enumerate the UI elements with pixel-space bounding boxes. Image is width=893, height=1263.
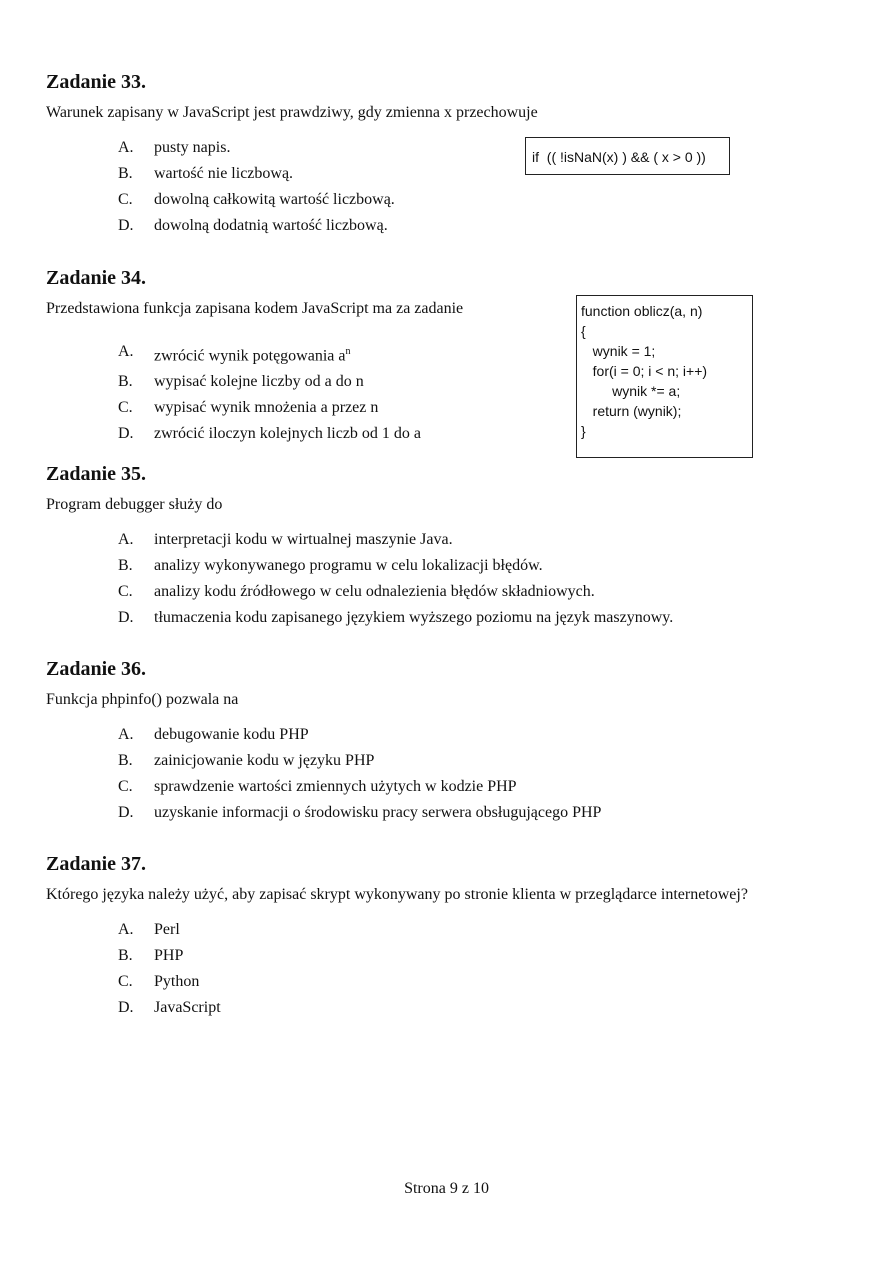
option-text: PHP	[154, 947, 184, 964]
option-text: debugowanie kodu PHP	[154, 726, 309, 743]
code-line: wynik *= a;	[581, 383, 681, 399]
option-text: wartość nie liczbową.	[154, 165, 294, 182]
option-text: pusty napis.	[154, 139, 231, 156]
option-text: zwrócić wynik potęgowania a	[154, 347, 346, 365]
option-letter: C.	[118, 973, 133, 990]
option-c	[46, 969, 836, 995]
option-letter: C.	[118, 778, 133, 795]
option-text: wypisać kolejne liczby od a do n	[154, 373, 364, 391]
option-b	[46, 943, 836, 969]
option-list	[46, 527, 836, 631]
option-text: analizy kodu źródłowego w celu odnalezienia błędów składniowych.	[154, 583, 595, 600]
code-line: return (wynik);	[581, 403, 682, 419]
task-question: Którego języka należy użyć, aby zapisać skrypt wykonywany po stronie klienta w przeglądarce internetowej?	[46, 886, 748, 903]
option-letter: C.	[118, 399, 133, 417]
task-question: Przedstawiona funkcja zapisana kodem JavaScript ma za zadanie	[46, 300, 464, 317]
task-36	[46, 657, 836, 826]
option-d	[46, 995, 836, 1021]
option-letter: D.	[118, 425, 134, 443]
option-letter: A.	[118, 531, 134, 548]
option-text: dowolną dodatnią wartość liczbową.	[154, 217, 388, 234]
option-text: tłumaczenia kodu zapisanego językiem wyższego poziomu na język maszynowy.	[154, 609, 674, 626]
option-letter: A.	[118, 726, 134, 743]
option-text: sprawdzenie wartości zmiennych użytych w kodzie PHP	[154, 778, 517, 795]
option-d	[46, 800, 836, 826]
option-letter: A.	[118, 139, 134, 156]
option-b	[46, 748, 836, 774]
code-line: if (( !isNaN(x) ) && ( x > 0 ))	[532, 149, 706, 165]
option-b	[46, 553, 836, 579]
code-box-33	[525, 137, 730, 175]
option-text: interpretacji kodu w wirtualnej maszynie Java.	[154, 531, 453, 548]
task-title: Zadanie 33.	[46, 71, 147, 93]
task-title: Zadanie 37.	[46, 853, 147, 875]
code-line: function oblicz(a, n)	[581, 303, 703, 319]
option-text: JavaScript	[154, 999, 221, 1016]
option-letter: B.	[118, 947, 133, 964]
option-letter: B.	[118, 373, 133, 391]
task-question: Funkcja phpinfo() pozwala na	[46, 691, 239, 708]
option-d	[46, 605, 836, 631]
page-number: Strona 9 z 10	[404, 1180, 489, 1197]
option-letter: D.	[118, 217, 134, 234]
task-title: Zadanie 35.	[46, 463, 147, 485]
option-letter: C.	[118, 583, 133, 600]
option-text: uzyskanie informacji o środowisku pracy serwera obsługującego PHP	[154, 804, 602, 821]
option-text: analizy wykonywanego programu w celu lokalizacji błędów.	[154, 557, 543, 574]
option-a	[46, 917, 836, 943]
code-box-34	[576, 295, 753, 458]
option-text: Perl	[154, 921, 180, 938]
code-line: wynik = 1;	[581, 343, 656, 359]
option-list	[46, 917, 836, 1021]
option-c	[46, 774, 836, 800]
option-c	[46, 579, 836, 605]
task-title: Zadanie 36.	[46, 658, 147, 680]
option-letter: D.	[118, 804, 134, 821]
option-list	[46, 722, 836, 826]
code-line: }	[581, 423, 586, 439]
exponent: n	[345, 346, 351, 357]
task-35	[46, 462, 836, 631]
option-text: zwrócić iloczyn kolejnych liczb od 1 do a	[154, 425, 422, 443]
option-letter: D.	[118, 609, 134, 626]
task-question: Warunek zapisany w JavaScript jest prawdziwy, gdy zmienna x przechowuje	[46, 104, 538, 121]
option-letter: A.	[118, 921, 134, 938]
option-letter: C.	[118, 191, 133, 208]
option-letter: B.	[118, 557, 133, 574]
option-text: zainicjowanie kodu w języku PHP	[154, 752, 375, 769]
option-a	[46, 527, 836, 553]
option-d	[46, 213, 836, 239]
task-title: Zadanie 34.	[46, 267, 147, 289]
option-text: Python	[154, 973, 200, 990]
option-a	[46, 722, 836, 748]
option-letter: B.	[118, 752, 133, 769]
code-line: {	[581, 323, 586, 339]
option-c	[46, 187, 836, 213]
option-text: wypisać wynik mnożenia a przez n	[154, 399, 379, 417]
option-letter: B.	[118, 165, 133, 182]
code-line: for(i = 0; i < n; i++)	[581, 363, 708, 379]
option-text: dowolną całkowitą wartość liczbową.	[154, 191, 395, 208]
task-question: Program debugger służy do	[46, 496, 223, 513]
option-letter: D.	[118, 999, 134, 1016]
task-37	[46, 852, 836, 1021]
option-letter: A.	[118, 343, 134, 360]
